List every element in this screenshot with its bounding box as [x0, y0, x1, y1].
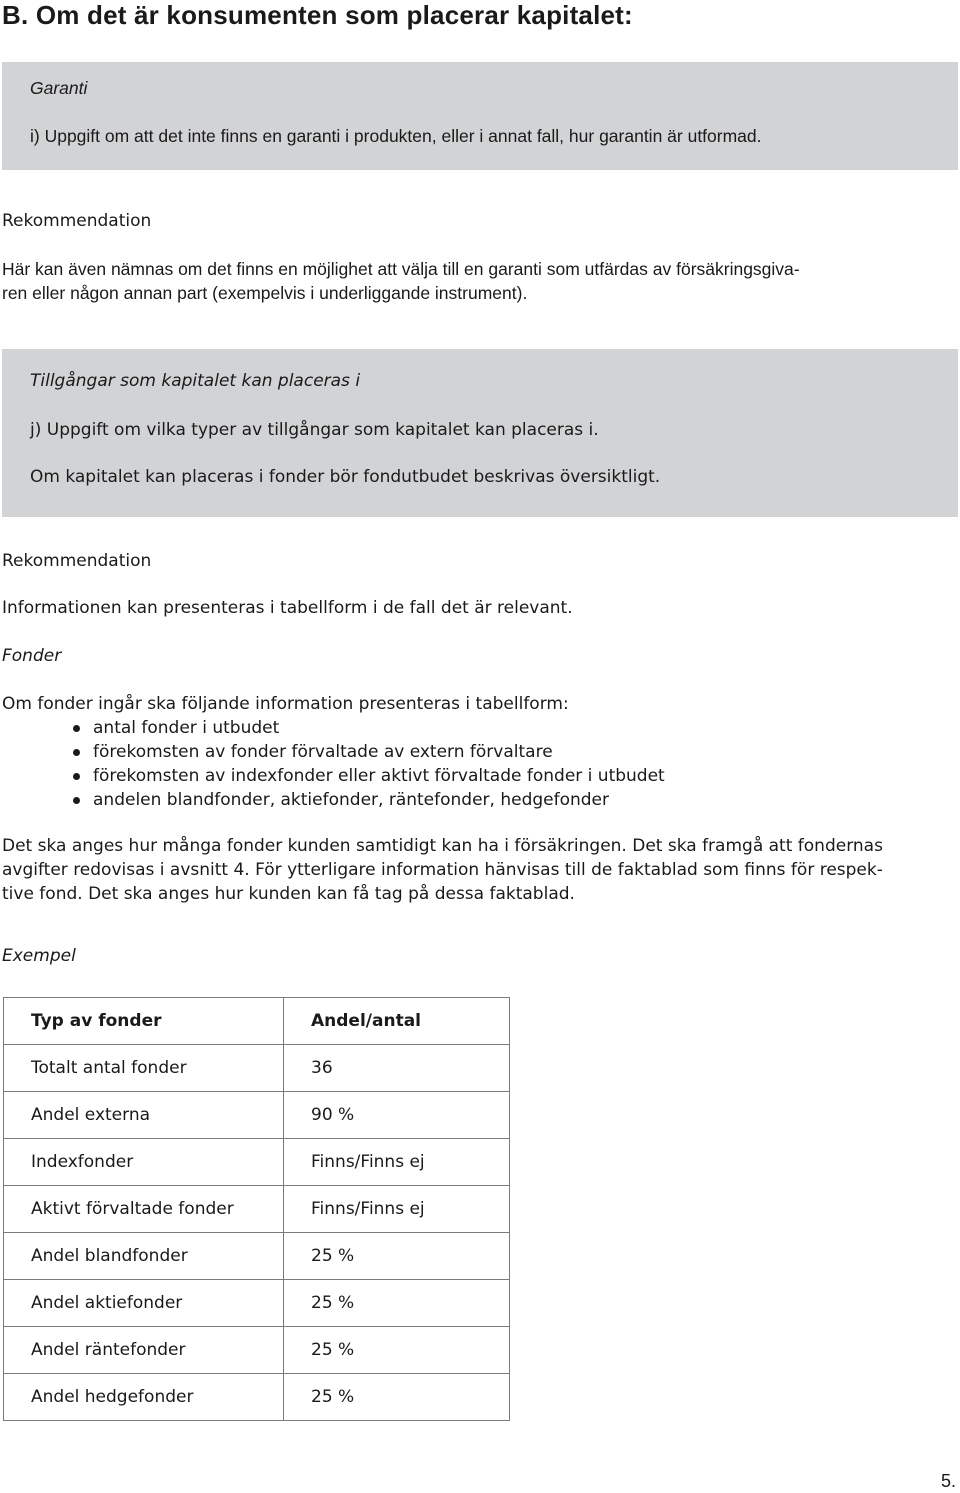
table-cell: Andel aktiefonder: [4, 1280, 284, 1327]
table-cell: 25 %: [284, 1327, 510, 1374]
tillgangar-heading: Tillgångar som kapitalet kan placeras i: [30, 371, 361, 391]
table-row: [4, 1280, 510, 1327]
table-cell: Aktivt förvaltade fonder: [4, 1186, 284, 1233]
list-item: förekomsten av fonder förvaltade av extern förvaltare: [2, 740, 665, 764]
table-row: [4, 1045, 510, 1092]
table-cell: 90 %: [284, 1092, 510, 1139]
fonder-heading: Fonder: [2, 646, 62, 666]
recommendation-text-1b: ren eller någon annan part (exempelvis i underliggande instrument).: [2, 283, 528, 303]
tillgangar-item: j) Uppgift om vilka typer av tillgångar som kapitalet kan placeras i.: [30, 420, 599, 440]
table-cell: Indexfonder: [4, 1139, 284, 1186]
table-row: [4, 1233, 510, 1280]
table-cell: 25 %: [284, 1233, 510, 1280]
fund-example-table: [3, 997, 510, 1421]
bullet-icon: [73, 749, 80, 756]
table-cell: Andel blandfonder: [4, 1233, 284, 1280]
section-title: B. Om det är konsumenten som placerar kapitalet:: [2, 0, 633, 30]
recommendation-heading-2: Rekommendation: [2, 551, 152, 571]
bullet-icon: [73, 725, 80, 732]
table-cell: 25 %: [284, 1280, 510, 1327]
recommendation-text-1a: Här kan även nämnas om det finns en möjlighet att välja till en garanti som utfärdas av försäkringsgiva-: [2, 259, 800, 279]
example-heading: Exempel: [2, 946, 76, 966]
list-item: förekomsten av indexfonder eller aktivt förvaltade fonder i utbudet: [2, 764, 665, 788]
column-header-type: Typ av fonder: [4, 998, 284, 1045]
tillgangar-note: Om kapitalet kan placeras i fonder bör fondutbudet beskrivas översiktligt.: [30, 467, 661, 487]
table-cell: Totalt antal fonder: [4, 1045, 284, 1092]
garanti-box: [2, 62, 958, 170]
fonder-paragraph-line3: tive fond. Det ska anges hur kunden kan få tag på dessa faktablad.: [2, 884, 575, 904]
table-header-row: [4, 998, 510, 1045]
table-row: [4, 1186, 510, 1233]
garanti-heading: Garanti: [30, 78, 88, 98]
table-cell: Andel hedgefonder: [4, 1374, 284, 1421]
fonder-paragraph-line1: Det ska anges hur många fonder kunden samtidigt kan ha i försäkringen. Det ska framgå att fondernas: [2, 836, 883, 856]
table-cell: Andel räntefonder: [4, 1327, 284, 1374]
table-cell: 36: [284, 1045, 510, 1092]
table-cell: Andel externa: [4, 1092, 284, 1139]
page-number: 5.: [940, 1471, 956, 1491]
table-row: [4, 1327, 510, 1374]
list-item: antal fonder i utbudet: [2, 716, 665, 740]
list-item: andelen blandfonder, aktiefonder, räntefonder, hedgefonder: [2, 788, 665, 812]
bullet-icon: [73, 797, 80, 804]
table-row: [4, 1092, 510, 1139]
bullet-icon: [73, 773, 80, 780]
garanti-item: i) Uppgift om att det inte finns en garanti i produkten, eller i annat fall, hur garantin är utformad.: [30, 126, 762, 146]
fonder-intro: Om fonder ingår ska följande information presenteras i tabellform:: [2, 694, 569, 714]
table-row: [4, 1139, 510, 1186]
column-header-share: Andel/antal: [284, 998, 510, 1045]
fonder-paragraph-line2: avgifter redovisas i avsnitt 4. För ytterligare information hänvisas till de faktablad som finns för respek-: [2, 860, 883, 880]
table-cell: Finns/Finns ej: [284, 1186, 510, 1233]
table-cell: Finns/Finns ej: [284, 1139, 510, 1186]
table-cell: 25 %: [284, 1374, 510, 1421]
recommendation-heading-1: Rekommendation: [2, 211, 152, 231]
recommendation-text-2: Informationen kan presenteras i tabellform i de fall det är relevant.: [2, 598, 573, 618]
table-row: [4, 1374, 510, 1421]
fonder-bullet-list: [2, 716, 665, 812]
